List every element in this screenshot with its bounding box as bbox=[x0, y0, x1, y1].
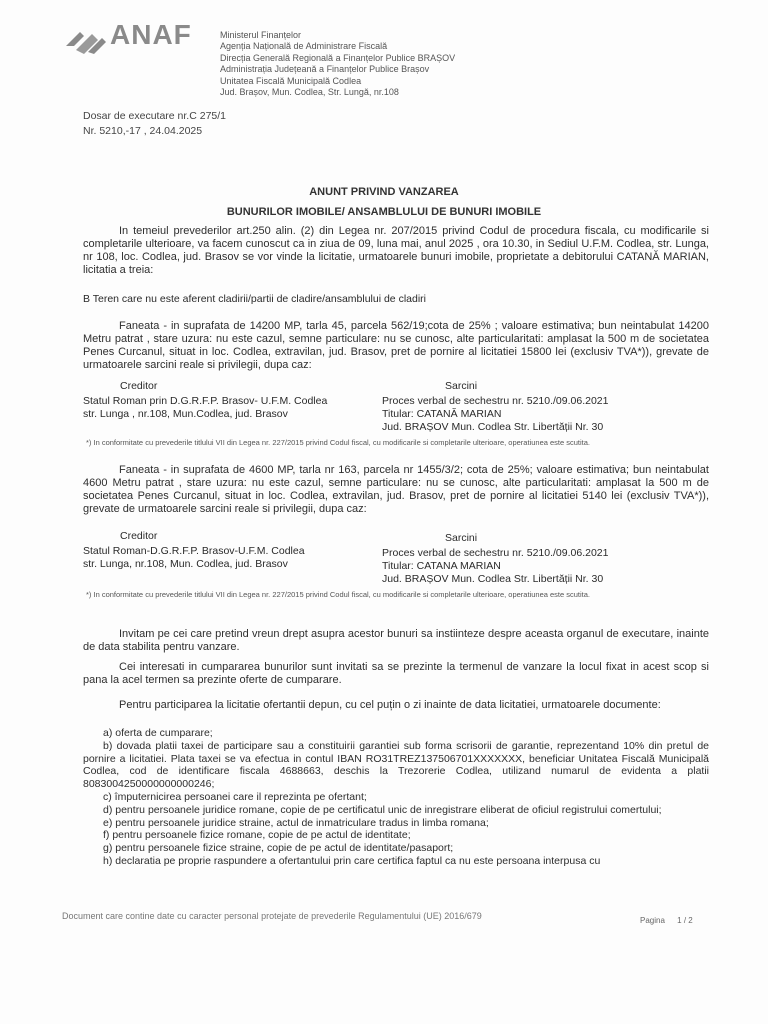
property-2-creditor bbox=[83, 545, 305, 571]
page-number: 1 / 2 bbox=[677, 916, 693, 925]
section-b-heading: B Teren care nu este aferent cladirii/partii de cladire/ansamblului de cladiri bbox=[83, 293, 426, 305]
list-item: d) pentru persoanele juridice romane, copie de pe certificatul unic de inregistrare eliberat de oficiul registrului comertului; bbox=[103, 803, 662, 816]
sarcini-line: Titular: CATANĂ MARIAN bbox=[382, 408, 502, 420]
dosar-reference bbox=[83, 109, 226, 139]
intro-paragraph: In temeiul prevederilor art.250 alin. (2) din Legea nr. 207/2015 privind Codul de procedura fiscala, cu modificarile si completarile ulterioare, va facem cunoscut ca in ziua de 09, luna mai, anul 2025 , ora 10.30, in Sediul U.F.M. Codlea, str. Lunga, nr 108, loc. Codlea, jud. Brasov se vor vinde la licitatie, urmatoarele bunuri imobile, proprietate a debitorului CATANĂ MARIAN, licitatia a treia: bbox=[83, 225, 709, 276]
property-2-creditor-header: Creditor bbox=[120, 530, 158, 542]
invitation-claims: Invitam pe cei care pretind vreun drept asupra acestor bunuri sa instiinteze despre aceasta organul de executare, inainte de data stabilita pentru vanzare. bbox=[83, 628, 709, 653]
sarcini-line: Proces verbal de sechestru nr. 5210./09.06.2021 bbox=[382, 547, 609, 559]
anaf-logo bbox=[62, 19, 212, 60]
sarcini-line: Titular: CATANA MARIAN bbox=[382, 560, 501, 572]
document-title-line2: BUNURILOR IMOBILE/ ANSAMBLULUI DE BUNURI IMOBILE bbox=[226, 206, 542, 218]
list-item: g) pentru persoanele fizice straine, copie de pe actul de identitate/pasaport; bbox=[103, 842, 454, 855]
list-item: c) împuternicirea persoanei care il reprezinta pe ofertant; bbox=[103, 790, 367, 803]
page-label: Pagina bbox=[640, 916, 665, 925]
dosar-number: Dosar de executare nr.C 275/1 bbox=[83, 110, 227, 122]
anaf-emblem-icon bbox=[62, 26, 108, 60]
institution-line: Direcția Generală Regională a Finanțelor Publice BRAȘOV bbox=[220, 52, 456, 63]
institution-header bbox=[220, 30, 455, 98]
anaf-logo-text: ANAF bbox=[110, 19, 192, 50]
property-2-note: *) In conformitate cu prevederile titlului VII din Legea nr. 227/2015 privind Codul fiscal, cu modificarile si completarile ulterioare, operatiunea este scutita. bbox=[86, 590, 591, 599]
institution-line: Jud. Brașov, Mun. Codlea, Str. Lungă, nr.108 bbox=[220, 87, 399, 98]
list-item: a) oferta de cumparare; bbox=[103, 727, 213, 739]
list-item: f) pentru persoanele fizice romane, copie de pe actul de identitate; bbox=[103, 829, 411, 842]
creditor-line: Statul Roman prin D.G.R.F.P. Brasov- U.F.M. Codlea bbox=[83, 395, 328, 407]
property-1-description: Faneata - in suprafata de 14200 MP, tarla 45, parcela 562/19;cota de 25% ; valoare estimativa; bun neintabulat 14200 Metru patrat , stare uzura: nu este cazul, semne particulare: nu se cunosc, alte particularitati: amplasat la 500 m de societatea Penes Curcanul, situat in loc. Codlea, extravilan, jud. Brasov, pret de pornire al licitatiei 15800 lei (exclusiv TVA*)), grevate de urmatoarele sarcini reale si privilegii, dupa caz: bbox=[83, 320, 709, 371]
property-1-sarcini bbox=[382, 395, 608, 434]
property-1-creditor bbox=[83, 395, 327, 421]
sarcini-line: Jud. BRAȘOV Mun. Codlea Str. Libertății Nr. 30 bbox=[382, 573, 604, 585]
list-item: e) pentru persoanele juridice straine, actul de inmatriculare tradus in limba romana; bbox=[103, 816, 489, 829]
creditor-line: str. Lunga , nr.108, Mun.Codlea, jud. Brasov bbox=[83, 408, 288, 420]
list-item: h) declaratia pe proprie raspundere a ofertantului prin care certifica faptul ca nu este persoana interpusa cu bbox=[103, 854, 601, 867]
property-2-description: Faneata - in suprafata de 4600 MP, tarla nr 163, parcela nr 1455/3/2; cota de 25%; valoare estimativa; bun neintabulat 4600 Metru patrat , stare uzura: nu este cazul, semne particulare: nu se cunosc, alte particularitati: amplasat la 500 m de societatea Penes Curcanul, situat in loc. Codlea, extravilan, jud. Brasov, pret de pornire al licitatiei 5140 lei (exclusiv TVA*)), grevate de urmatoarele sarcini reale si privilegii, dupa caz: bbox=[83, 464, 709, 515]
institution-line: Unitatea Fiscală Municipală Codlea bbox=[220, 75, 362, 86]
sarcini-line: Proces verbal de sechestru nr. 5210./09.06.2021 bbox=[382, 395, 609, 407]
list-item: b) dovada platii taxei de participare sau a constituirii garantiei sub forma scrisorii de garantie, reprezentand 10% din pretul de pornire a licitatiei. Plata taxei se va efectua in contul IBAN RO31TREZ137506701XXXXXXX, beneficiar Unitatea Fiscală Municipală Codlea, cod de identificare fiscala 4688663, deschis la Trezorerie Codlea, utilizand numarul de evidenta a platii 8083004250000000000246; bbox=[83, 739, 709, 791]
gdpr-disclaimer: Document care contine date cu caracter personal protejate de prevederile Regulamentului (UE) 2016/679 bbox=[62, 911, 482, 921]
institution-line: Agenția Națională de Administrare Fiscală bbox=[220, 41, 388, 52]
institution-line: Ministerul Finanțelor bbox=[220, 30, 302, 40]
page-indicator bbox=[640, 914, 693, 927]
property-2-sarcini bbox=[382, 547, 608, 586]
invitation-buyers: Cei interesati in cumpararea bunurilor sunt invitati sa se prezinte la termenul de vanzare la locul fixat in acest scop si pana la acel termen sa prezinte oferte de cumparare. bbox=[83, 661, 709, 686]
sarcini-line: Jud. BRAȘOV Mun. Codlea Str. Libertății Nr. 30 bbox=[382, 421, 604, 433]
required-documents-list bbox=[83, 727, 709, 868]
registration-number: Nr. 5210,-17 , 24.04.2025 bbox=[83, 125, 203, 137]
property-2-sarcini-header: Sarcini bbox=[445, 532, 478, 544]
document-title-line1: ANUNT PRIVIND VANZAREA bbox=[309, 186, 459, 198]
property-1-creditor-header: Creditor bbox=[120, 380, 158, 392]
creditor-line: str. Lunga, nr.108, Mun. Codlea, jud. Brasov bbox=[83, 558, 288, 570]
property-1-sarcini-header: Sarcini bbox=[445, 380, 478, 392]
participation-intro: Pentru participarea la licitatie ofertantii depun, cu cel puțin o zi inainte de data licitatiei, urmatoarele documente: bbox=[119, 699, 661, 711]
creditor-line: Statul Roman-D.G.R.F.P. Brasov-U.F.M. Codlea bbox=[83, 545, 305, 557]
institution-line: Administrația Județeană a Finanțelor Publice Brașov bbox=[220, 64, 430, 75]
property-1-note: *) In conformitate cu prevederile titlului VII din Legea nr. 227/2015 privind Codul fiscal, cu modificarile si completarile ulterioare, operatiunea este scutita. bbox=[86, 438, 591, 447]
